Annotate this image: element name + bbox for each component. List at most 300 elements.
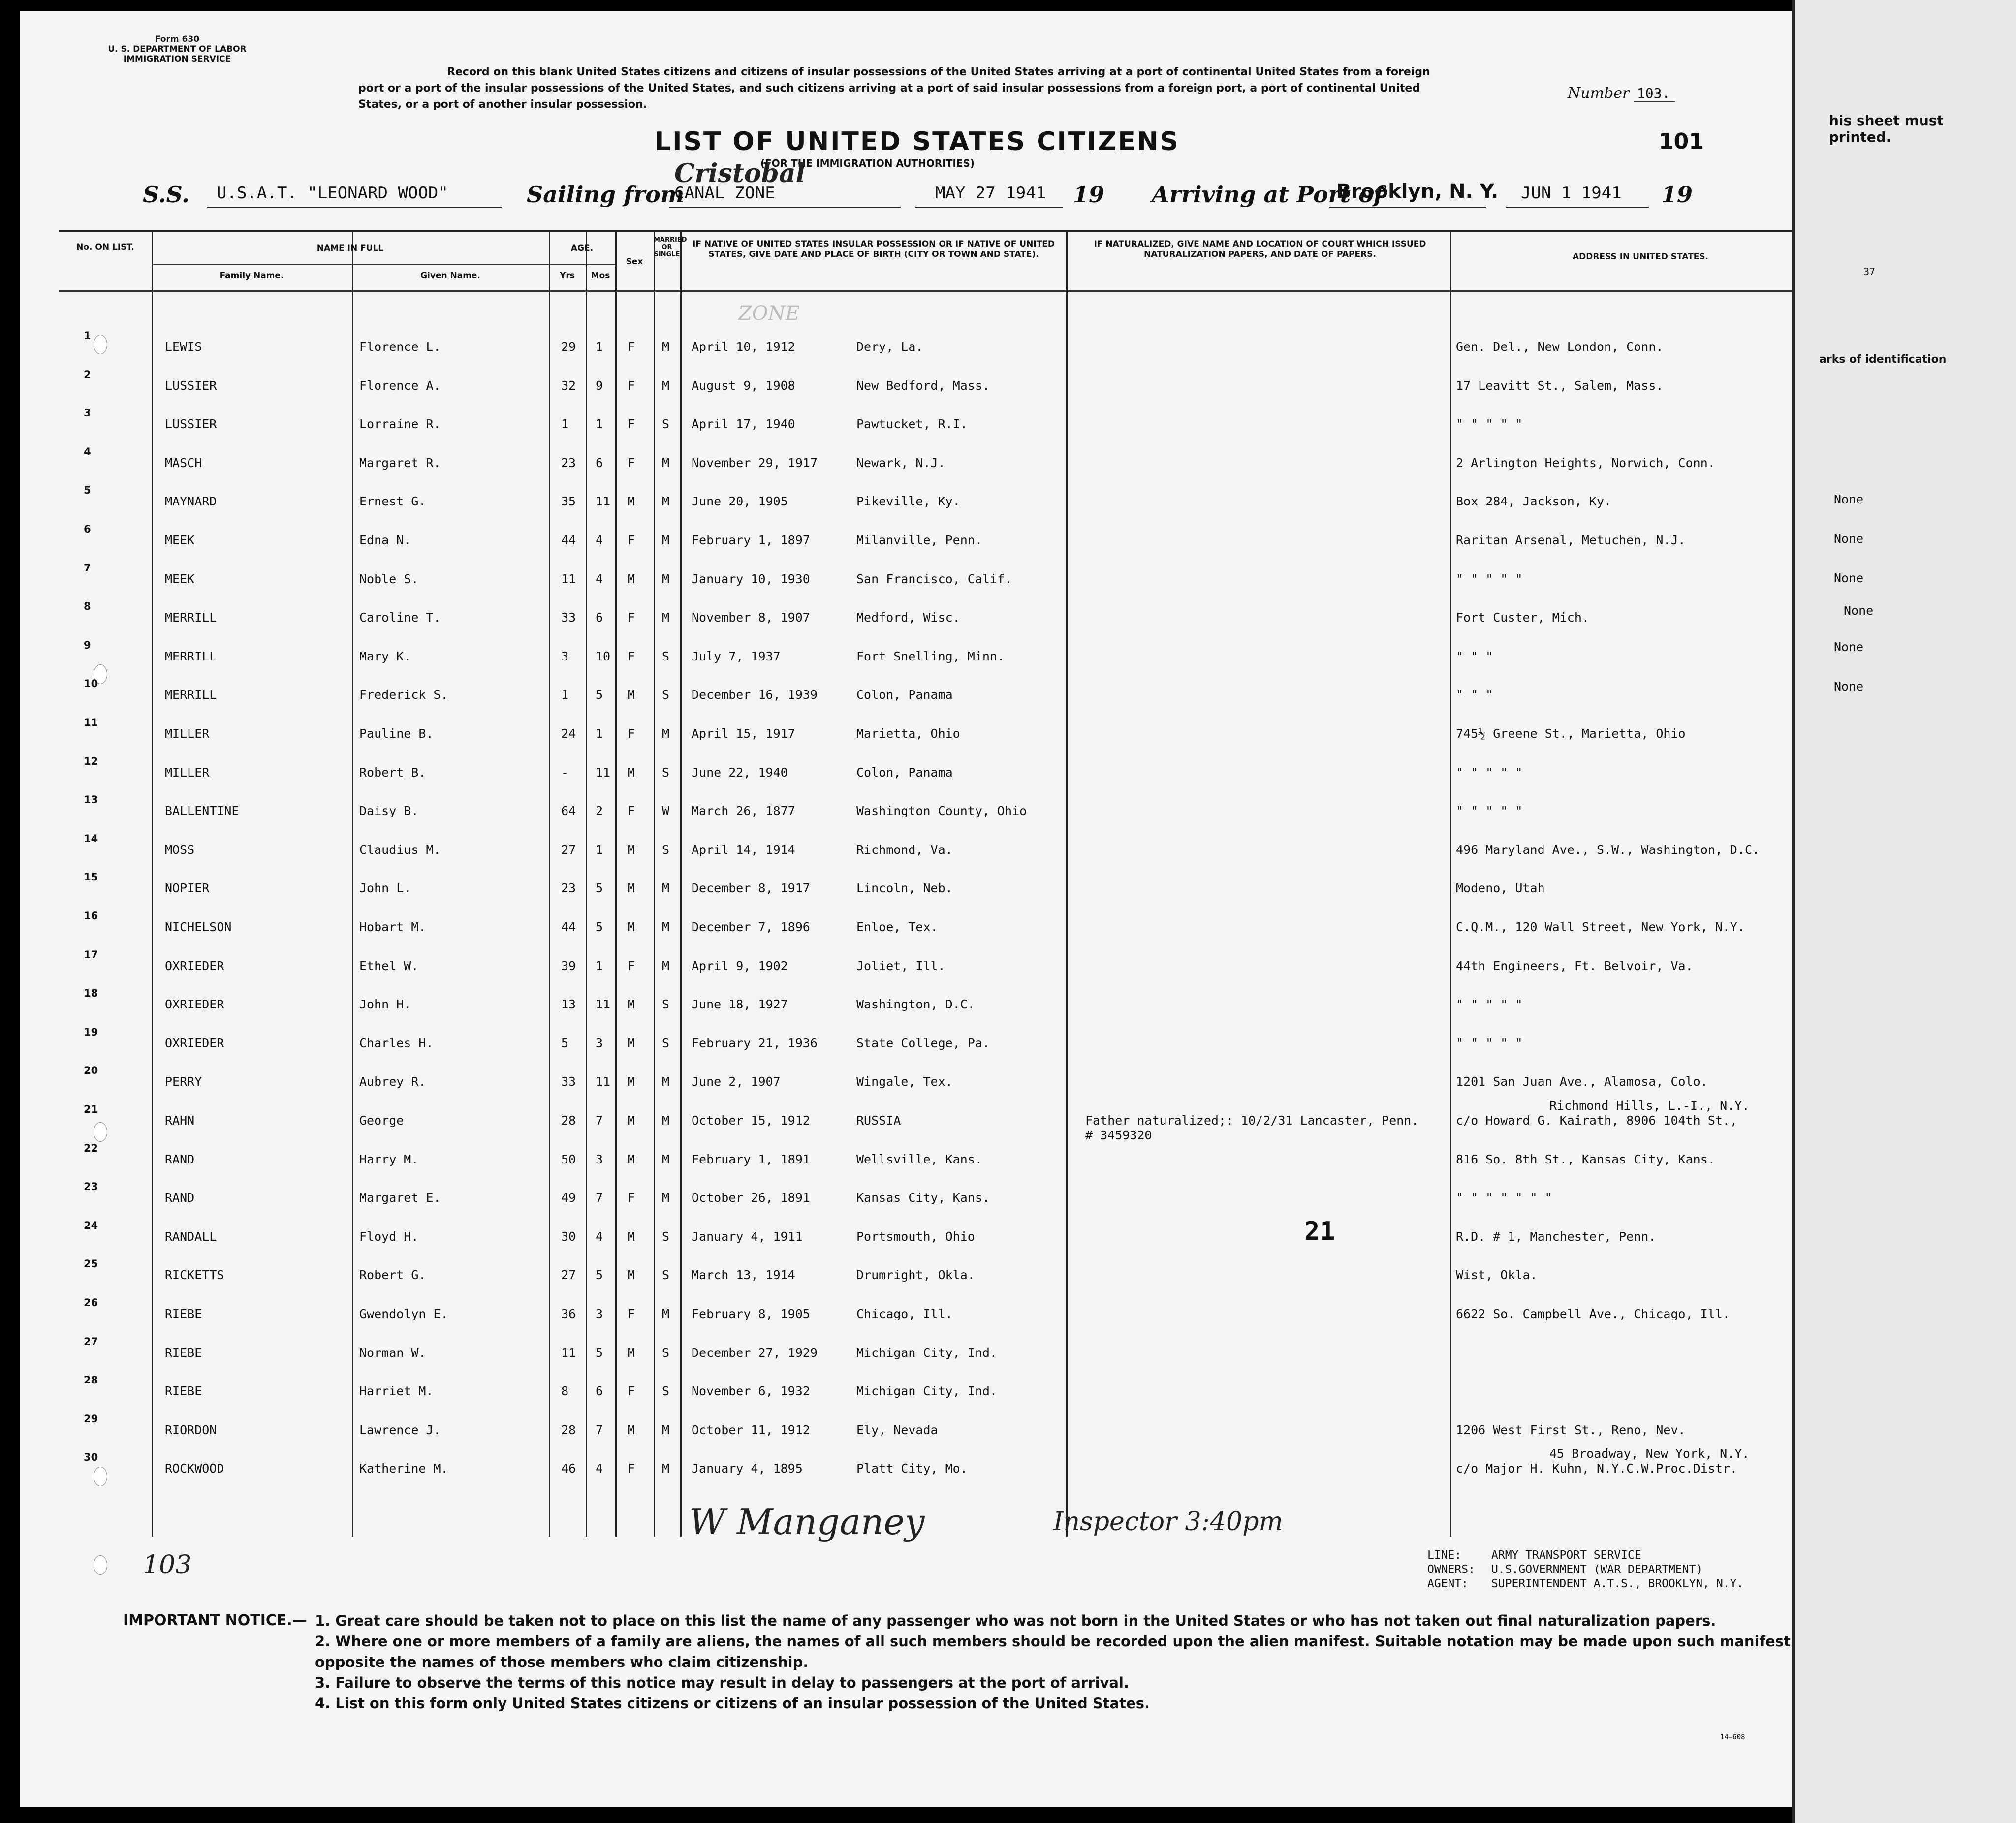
row-number: 14 bbox=[84, 832, 98, 845]
sex: F bbox=[628, 1307, 635, 1321]
age-months: 1 bbox=[596, 842, 603, 857]
sex: F bbox=[628, 804, 635, 818]
col-mos: Mos bbox=[591, 271, 610, 281]
line-value: ARMY TRANSPORT SERVICE bbox=[1491, 1549, 1641, 1562]
agent-value: SUPERINTENDENT A.T.S., BROOKLYN, N.Y. bbox=[1491, 1577, 1744, 1590]
sex: F bbox=[628, 726, 635, 741]
given-name: Gwendolyn E. bbox=[359, 1307, 448, 1321]
sex: M bbox=[628, 842, 635, 857]
given-name: Florence L. bbox=[359, 340, 441, 354]
family-name: RICKETTS bbox=[165, 1268, 224, 1283]
table-row bbox=[59, 484, 1831, 533]
birth-place: Michigan City, Ind. bbox=[856, 1345, 997, 1360]
marital-status: M bbox=[662, 1074, 670, 1089]
marital-status: M bbox=[662, 494, 670, 509]
page-title: LIST OF UNITED STATES CITIZENS bbox=[655, 127, 1180, 157]
agent-label: AGENT: bbox=[1427, 1577, 1469, 1590]
table-row bbox=[59, 987, 1831, 1036]
age-months: 11 bbox=[596, 1074, 611, 1089]
marital-status: M bbox=[662, 1191, 670, 1205]
sex: M bbox=[628, 1345, 635, 1360]
table-row bbox=[59, 948, 1831, 1000]
overlap-count: 37 bbox=[1863, 266, 1876, 278]
table-row bbox=[59, 871, 1831, 919]
table-row bbox=[59, 832, 1831, 881]
given-name: Robert B. bbox=[359, 765, 426, 780]
year-label: 19 bbox=[1073, 181, 1105, 208]
sex: M bbox=[628, 920, 635, 934]
table-row bbox=[59, 1099, 1831, 1152]
sailing-label: Sailing from bbox=[527, 181, 685, 208]
row-number: 20 bbox=[84, 1065, 98, 1077]
notice-item: 2. Where one or more members of a family are aliens, the names of all such members should be recorded upon the alien manifest. Suitable notation may be made upon such manifest opposite the names of those members who claim citizenship. bbox=[315, 1633, 1791, 1670]
given-name: Margaret E. bbox=[359, 1191, 441, 1205]
identification-none: None bbox=[1834, 571, 1864, 585]
age-years: 49 bbox=[561, 1191, 576, 1205]
age-months: 1 bbox=[596, 958, 603, 973]
age-years: 29 bbox=[561, 340, 576, 354]
sex: F bbox=[628, 1461, 635, 1476]
naturalization-cert: # 3459320 bbox=[1085, 1128, 1152, 1142]
table-row bbox=[59, 755, 1831, 804]
notice-item: 3. Failure to observe the terms of this notice may result in delay to passengers at the port of arrival. bbox=[315, 1674, 1129, 1691]
birth-date: November 8, 1907 bbox=[692, 610, 810, 625]
family-name: OXRIEDER bbox=[165, 997, 224, 1012]
address-line-above: Richmond Hills, L.-I., N.Y. bbox=[1549, 1099, 1750, 1113]
sex: M bbox=[628, 1229, 635, 1244]
age-years: 8 bbox=[561, 1384, 569, 1399]
family-name: OXRIEDER bbox=[165, 1036, 224, 1050]
age-months: 4 bbox=[596, 533, 603, 547]
birth-place: Ely, Nevada bbox=[856, 1422, 938, 1437]
age-years: 46 bbox=[561, 1461, 576, 1476]
sex: F bbox=[628, 340, 635, 354]
family-name: RAHN bbox=[165, 1113, 195, 1128]
col-naturalized: IF NATURALIZED, GIVE NAME AND LOCATION OF COURT WHICH ISSUED NATURALIZATION PAPERS, AND DATE OF PAPERS. bbox=[1094, 239, 1426, 259]
table-row bbox=[59, 794, 1831, 842]
identification-none: None bbox=[1834, 492, 1864, 506]
birth-date: February 1, 1897 bbox=[692, 533, 810, 547]
arriving-label: Arriving at Port of bbox=[1152, 181, 1384, 208]
given-name: John H. bbox=[359, 997, 411, 1012]
given-name: Frederick S. bbox=[359, 688, 448, 702]
family-name: RIEBE bbox=[165, 1307, 202, 1321]
address: 496 Maryland Ave., S.W., Washington, D.C. bbox=[1456, 842, 1760, 857]
sex: M bbox=[628, 1422, 635, 1437]
age-months: 4 bbox=[596, 1461, 603, 1476]
marital-status: S bbox=[662, 1384, 670, 1399]
address: " " " " " bbox=[1456, 997, 1523, 1012]
arrival-date: JUN 1 1941 bbox=[1521, 183, 1622, 203]
table-row bbox=[59, 600, 1831, 649]
inspector-note: Inspector 3:40pm bbox=[1053, 1507, 1283, 1537]
family-name: MOSS bbox=[165, 842, 195, 857]
punch-hole bbox=[94, 1555, 107, 1575]
row-number: 22 bbox=[84, 1142, 98, 1154]
family-name: MEEK bbox=[165, 533, 195, 547]
age-months: 3 bbox=[596, 1307, 603, 1321]
birth-date: December 16, 1939 bbox=[692, 688, 818, 702]
identification-none: None bbox=[1834, 640, 1864, 654]
address: c/o Major H. Kuhn, N.Y.C.W.Proc.Distr. bbox=[1456, 1461, 1737, 1476]
address: " " " " " bbox=[1456, 417, 1523, 432]
sex: M bbox=[628, 571, 635, 586]
marital-status: M bbox=[662, 920, 670, 934]
col-name-in-full: NAME IN FULL bbox=[316, 243, 384, 253]
birth-date: December 7, 1896 bbox=[692, 920, 810, 934]
table-row bbox=[59, 1446, 1831, 1500]
marital-status: S bbox=[662, 765, 670, 780]
owners-label: OWNERS: bbox=[1427, 1563, 1475, 1576]
birth-place: Pikeville, Ky. bbox=[856, 494, 960, 509]
address: 816 So. 8th St., Kansas City, Kans. bbox=[1456, 1152, 1715, 1166]
identification-none: None bbox=[1844, 603, 1874, 618]
marital-status: M bbox=[662, 1152, 670, 1166]
sailing-from: CANAL ZONE bbox=[674, 183, 775, 203]
address: 1201 San Juan Ave., Alamosa, Colo. bbox=[1456, 1074, 1708, 1089]
given-name: Lorraine R. bbox=[359, 417, 441, 432]
sex: M bbox=[628, 1113, 635, 1128]
age-months: 5 bbox=[596, 1345, 603, 1360]
birth-place: Pawtucket, R.I. bbox=[856, 417, 968, 432]
age-years: 32 bbox=[561, 378, 576, 393]
birth-place: Milanville, Penn. bbox=[856, 533, 982, 547]
marital-status: M bbox=[662, 378, 670, 393]
birth-date: April 15, 1917 bbox=[692, 726, 795, 741]
address: " " " " " bbox=[1456, 765, 1523, 780]
age-months: 9 bbox=[596, 378, 603, 393]
birth-place: Richmond, Va. bbox=[856, 842, 953, 857]
col-family-name: Family Name. bbox=[220, 271, 284, 281]
table-row bbox=[59, 678, 1831, 726]
age-years: 1 bbox=[561, 417, 569, 432]
ss-label: S.S. bbox=[143, 181, 190, 208]
table-row bbox=[59, 1335, 1831, 1384]
family-name: MILLER bbox=[165, 726, 210, 741]
birth-place: Lincoln, Neb. bbox=[856, 881, 953, 896]
number-label: Number bbox=[1568, 85, 1630, 102]
age-months: 11 bbox=[596, 765, 611, 780]
sex: F bbox=[628, 958, 635, 973]
address: Modeno, Utah bbox=[1456, 881, 1545, 896]
birth-date: February 21, 1936 bbox=[692, 1036, 818, 1050]
table-row bbox=[59, 368, 1831, 417]
col-address: ADDRESS IN UNITED STATES. bbox=[1572, 252, 1709, 262]
age-months: 2 bbox=[596, 804, 603, 818]
age-months: 4 bbox=[596, 571, 603, 586]
age-years: 28 bbox=[561, 1113, 576, 1128]
row-number: 24 bbox=[84, 1219, 98, 1231]
table-row bbox=[59, 1258, 1831, 1306]
row-number: 11 bbox=[84, 717, 98, 728]
table-row bbox=[59, 445, 1831, 497]
given-name: Floyd H. bbox=[359, 1229, 419, 1244]
family-name: MERRILL bbox=[165, 688, 217, 702]
birth-place: San Francisco, Calif. bbox=[856, 571, 1012, 586]
given-name: Caroline T. bbox=[359, 610, 441, 625]
row-number: 18 bbox=[84, 987, 98, 1000]
owners-value: U.S.GOVERNMENT (WAR DEPARTMENT) bbox=[1491, 1563, 1703, 1576]
col-sex: Sex bbox=[626, 257, 643, 267]
row-number: 2 bbox=[84, 368, 91, 380]
given-name: Aubrey R. bbox=[359, 1074, 426, 1089]
table-row bbox=[59, 407, 1831, 455]
address: Wist, Okla. bbox=[1456, 1268, 1538, 1283]
family-name: BALLENTINE bbox=[165, 804, 239, 818]
age-years: 36 bbox=[561, 1307, 576, 1321]
birth-place: Portsmouth, Ohio bbox=[856, 1229, 975, 1244]
table-row bbox=[59, 1142, 1831, 1191]
given-name: Katherine M. bbox=[359, 1461, 448, 1476]
table-row bbox=[59, 910, 1831, 958]
given-name: Margaret R. bbox=[359, 455, 441, 470]
row-number: 16 bbox=[84, 910, 98, 922]
birth-place: Colon, Panama bbox=[856, 765, 953, 780]
birth-place: Chicago, Ill. bbox=[856, 1307, 953, 1321]
marital-status: M bbox=[662, 726, 670, 741]
sex: F bbox=[628, 1191, 635, 1205]
marital-status: S bbox=[662, 842, 670, 857]
birth-place: New Bedford, Mass. bbox=[856, 378, 990, 393]
page-number: 101 bbox=[1659, 129, 1704, 154]
sailing-handwritten: Cristobal bbox=[674, 158, 806, 189]
marital-status: M bbox=[662, 1461, 670, 1476]
sex: M bbox=[628, 1152, 635, 1166]
marital-status: M bbox=[662, 340, 670, 354]
marital-status: M bbox=[662, 571, 670, 586]
marital-status: S bbox=[662, 649, 670, 663]
given-name: Edna N. bbox=[359, 533, 411, 547]
marital-status: M bbox=[662, 533, 670, 547]
address: " " " " " " " bbox=[1456, 1191, 1552, 1205]
row-number: 9 bbox=[84, 639, 91, 651]
form-code: 14–608 bbox=[1720, 1733, 1745, 1741]
row-number: 29 bbox=[84, 1413, 98, 1425]
sex: M bbox=[628, 997, 635, 1012]
age-months: 5 bbox=[596, 688, 603, 702]
row-number: 1 bbox=[84, 330, 91, 342]
sex: F bbox=[628, 378, 635, 393]
marital-status: M bbox=[662, 881, 670, 896]
family-name: RIORDON bbox=[165, 1422, 217, 1437]
given-name: Mary K. bbox=[359, 649, 411, 663]
birth-date: March 13, 1914 bbox=[692, 1268, 795, 1283]
number-value: 103. bbox=[1634, 85, 1675, 102]
col-no: No. ON LIST. bbox=[76, 242, 134, 252]
age-months: 5 bbox=[596, 920, 603, 934]
age-months: 3 bbox=[596, 1036, 603, 1050]
overlapping-sheet bbox=[1792, 0, 2016, 1823]
marital-status: M bbox=[662, 1307, 670, 1321]
given-name: John L. bbox=[359, 881, 411, 896]
address: " " " bbox=[1456, 688, 1493, 702]
identification-none: None bbox=[1834, 679, 1864, 693]
age-months: 1 bbox=[596, 726, 603, 741]
birth-place: Colon, Panama bbox=[856, 688, 953, 702]
address: " " " " " bbox=[1456, 1036, 1523, 1050]
table-row bbox=[59, 717, 1831, 765]
family-name: RIEBE bbox=[165, 1345, 202, 1360]
given-name: Claudius M. bbox=[359, 842, 441, 857]
family-name: RANDALL bbox=[165, 1229, 217, 1244]
address: 6622 So. Campbell Ave., Chicago, Ill. bbox=[1456, 1307, 1730, 1321]
row-number: 6 bbox=[84, 523, 91, 535]
given-name: Robert G. bbox=[359, 1268, 426, 1283]
overlap-marks-label: arks of identification bbox=[1819, 353, 1947, 366]
row-number: 21 bbox=[84, 1103, 98, 1115]
ship-name: U.S.A.T. "LEONARD WOOD" bbox=[217, 183, 448, 203]
birth-place: Drumright, Okla. bbox=[856, 1268, 975, 1283]
address: 17 Leavitt St., Salem, Mass. bbox=[1456, 378, 1664, 393]
marital-status: S bbox=[662, 688, 670, 702]
age-months: 5 bbox=[596, 1268, 603, 1283]
age-months: 11 bbox=[596, 494, 611, 509]
page-subtitle: (FOR THE IMMIGRATION AUTHORITIES) bbox=[760, 157, 975, 169]
birth-place: RUSSIA bbox=[856, 1113, 901, 1128]
overlap-line-1: his sheet must bbox=[1829, 112, 1944, 128]
birth-place: Michigan City, Ind. bbox=[856, 1384, 997, 1399]
table-row bbox=[59, 1181, 1831, 1229]
sex: F bbox=[628, 1384, 635, 1399]
marital-status: S bbox=[662, 1229, 670, 1244]
col-married: MARRIED OR SINGLE bbox=[654, 236, 687, 258]
arrival-port: Brooklyn, N. Y. bbox=[1336, 180, 1499, 203]
row-number: 13 bbox=[84, 794, 98, 806]
family-name: LEWIS bbox=[165, 340, 202, 354]
row-number: 12 bbox=[84, 755, 98, 767]
row-number: 25 bbox=[84, 1258, 98, 1270]
birth-date: March 26, 1877 bbox=[692, 804, 795, 818]
age-years: - bbox=[561, 765, 569, 780]
birth-date: January 10, 1930 bbox=[692, 571, 810, 586]
family-name: RIEBE bbox=[165, 1384, 202, 1399]
birth-place: Washington County, Ohio bbox=[856, 804, 1027, 818]
birth-date: June 22, 1940 bbox=[692, 765, 788, 780]
given-name: Ernest G. bbox=[359, 494, 426, 509]
age-months: 5 bbox=[596, 881, 603, 896]
marital-status: M bbox=[662, 1422, 670, 1437]
birth-date: February 8, 1905 bbox=[692, 1307, 810, 1321]
family-name: MEEK bbox=[165, 571, 195, 586]
sex: F bbox=[628, 533, 635, 547]
marital-status: S bbox=[662, 1036, 670, 1050]
age-months: 6 bbox=[596, 1384, 603, 1399]
sex: M bbox=[628, 881, 635, 896]
address: " " " " " bbox=[1456, 571, 1523, 586]
address: c/o Howard G. Kairath, 8906 104th St., bbox=[1456, 1113, 1737, 1128]
address: Raritan Arsenal, Metuchen, N.J. bbox=[1456, 533, 1686, 547]
address: C.Q.M., 120 Wall Street, New York, N.Y. bbox=[1456, 920, 1745, 934]
overlap-line-2: printed. bbox=[1829, 129, 1891, 145]
address: 2 Arlington Heights, Norwich, Conn. bbox=[1456, 455, 1715, 470]
birth-date: April 14, 1914 bbox=[692, 842, 795, 857]
col-age: AGE. bbox=[570, 243, 594, 253]
given-name: Florence A. bbox=[359, 378, 441, 393]
notice-lead: IMPORTANT NOTICE.— bbox=[123, 1612, 307, 1629]
birth-date: June 2, 1907 bbox=[692, 1074, 781, 1089]
service: IMMIGRATION SERVICE bbox=[123, 54, 231, 64]
given-name: Noble S. bbox=[359, 571, 419, 586]
address: 1206 West First St., Reno, Nev. bbox=[1456, 1422, 1686, 1437]
birth-date: December 27, 1929 bbox=[692, 1345, 818, 1360]
marital-status: M bbox=[662, 1113, 670, 1128]
birth-place: Fort Snelling, Minn. bbox=[856, 649, 1005, 663]
address: Gen. Del., New London, Conn. bbox=[1456, 340, 1664, 354]
marital-status: S bbox=[662, 1268, 670, 1283]
birth-date: June 20, 1905 bbox=[692, 494, 788, 509]
form-number: Form 630 bbox=[155, 34, 200, 44]
birth-date: January 4, 1911 bbox=[692, 1229, 803, 1244]
table-row bbox=[59, 330, 1831, 378]
birth-date: August 9, 1908 bbox=[692, 378, 795, 393]
sex: M bbox=[628, 688, 635, 702]
address: 745½ Greene St., Marietta, Ohio bbox=[1456, 726, 1686, 741]
birth-date: April 10, 1912 bbox=[692, 340, 795, 354]
family-name: MASCH bbox=[165, 455, 202, 470]
department: U. S. DEPARTMENT OF LABOR bbox=[108, 44, 247, 54]
table-row bbox=[59, 523, 1831, 571]
marital-status: M bbox=[662, 455, 670, 470]
sex: M bbox=[628, 765, 635, 780]
given-name: Norman W. bbox=[359, 1345, 426, 1360]
family-name: RAND bbox=[165, 1191, 195, 1205]
given-name: Ethel W. bbox=[359, 958, 419, 973]
address: R.D. # 1, Manchester, Penn. bbox=[1456, 1229, 1656, 1244]
age-months: 6 bbox=[596, 610, 603, 625]
table-row bbox=[59, 1297, 1831, 1345]
age-years: 11 bbox=[561, 571, 576, 586]
given-name: Daisy B. bbox=[359, 804, 419, 818]
sex: F bbox=[628, 610, 635, 625]
marital-status: S bbox=[662, 997, 670, 1012]
list-number bbox=[1568, 85, 1675, 102]
inspector-signature: W Manganey bbox=[689, 1501, 925, 1542]
birth-place: Newark, N.J. bbox=[856, 455, 945, 470]
age-months: 6 bbox=[596, 455, 603, 470]
row-number: 23 bbox=[84, 1181, 98, 1193]
notice-item: 4. List on this form only United States citizens or citizens of an insular possession of the United States. bbox=[315, 1695, 1150, 1712]
year-label-2: 19 bbox=[1661, 181, 1693, 208]
age-years: 33 bbox=[561, 1074, 576, 1089]
family-name: NICHELSON bbox=[165, 920, 232, 934]
faint-stamp: ZONE bbox=[738, 302, 800, 325]
sex: F bbox=[628, 649, 635, 663]
row-number: 5 bbox=[84, 484, 91, 497]
family-name: MERRILL bbox=[165, 610, 217, 625]
birth-place: Medford, Wisc. bbox=[856, 610, 960, 625]
row-number: 4 bbox=[84, 445, 91, 458]
age-years: 24 bbox=[561, 726, 576, 741]
sex: M bbox=[628, 494, 635, 509]
table-row bbox=[59, 1026, 1831, 1077]
family-name: NOPIER bbox=[165, 881, 210, 896]
age-years: 33 bbox=[561, 610, 576, 625]
age-months: 1 bbox=[596, 417, 603, 432]
col-yrs: Yrs bbox=[560, 271, 575, 281]
marital-status: M bbox=[662, 958, 670, 973]
naturalization: Father naturalized;: 10/2/31 Lancaster, Penn. bbox=[1085, 1113, 1419, 1128]
age-years: 44 bbox=[561, 533, 576, 547]
family-name: LUSSIER bbox=[165, 417, 217, 432]
birth-place: Wingale, Tex. bbox=[856, 1074, 953, 1089]
age-months: 4 bbox=[596, 1229, 603, 1244]
row-number: 17 bbox=[84, 948, 98, 961]
sex: F bbox=[628, 455, 635, 470]
notice-item: 1. Great care should be taken not to place on this list the name of any passenger who was not born in the United States or who has not taken out final naturalization papers. bbox=[315, 1612, 1716, 1629]
given-name: Pauline B. bbox=[359, 726, 434, 741]
age-years: 35 bbox=[561, 494, 576, 509]
birth-place: Washington, D.C. bbox=[856, 997, 975, 1012]
